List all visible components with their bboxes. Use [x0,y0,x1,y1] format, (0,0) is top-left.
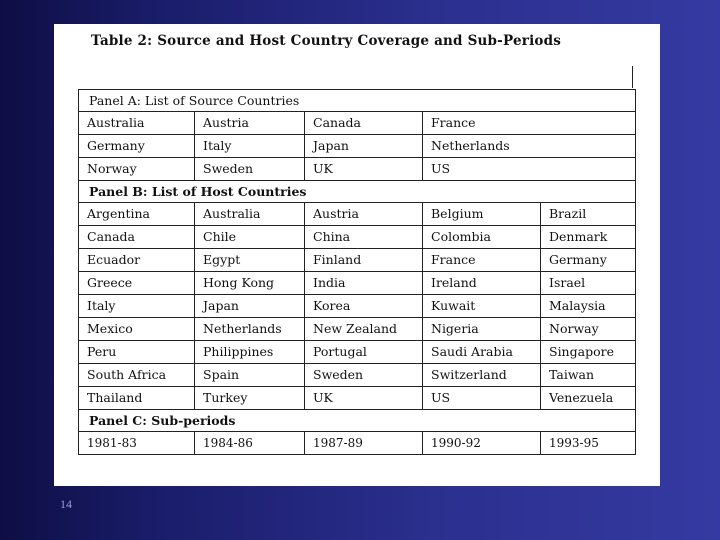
table-cell: Venezuela [549,390,614,405]
table-cell: Brazil [549,206,587,221]
table-cell: New Zealand [305,318,423,340]
table-cell: Hong Kong [195,272,305,294]
table-cell: Turkey [195,387,305,409]
table-cell: Australia [79,112,195,134]
table-cell: Canada [305,112,423,134]
table-cell: Canada [79,226,195,248]
table-cell: Germany [549,252,607,267]
table-cell: Norway [79,158,195,180]
table-row [79,432,635,455]
slide-page-number: 14 [60,497,72,511]
scanned-table-image [54,24,660,486]
table-row [79,203,635,226]
table-row [79,318,635,341]
table-cell: UK [305,387,423,409]
table-cell: Greece [79,272,195,294]
table-cell: Netherlands [431,138,510,153]
table-cell: France [423,249,541,271]
table-cell: Italy [79,295,195,317]
table-cell: Nigeria [423,318,541,340]
table-row [79,249,635,272]
table-cell: Switzerland [423,364,541,386]
table-cell: Sweden [305,364,423,386]
panel-c-label: Panel C: Sub-periods [79,410,635,432]
table-cell: Japan [195,295,305,317]
table-row [79,295,635,318]
table-title: Table 2: Source and Host Country Coverage and Sub-Periods [91,33,562,49]
table-cell: Ecuador [79,249,195,271]
coverage-table [78,89,636,455]
table-cell: Egypt [195,249,305,271]
table-cell: Netherlands [195,318,305,340]
table-cell: Mexico [79,318,195,340]
panel-c-rows [79,432,635,455]
table-cell: UK [305,158,423,180]
table-cell: Philippines [195,341,305,363]
panel-b-label: Panel B: List of Host Countries [79,181,635,203]
table-cell: US [423,387,541,409]
table-cell: Argentina [79,203,195,225]
panel-a-rows [79,112,635,181]
table-cell: Peru [79,341,195,363]
table-cell: South Africa [79,364,195,386]
table-row [79,364,635,387]
table-cell: Germany [79,135,195,157]
table-cell: Denmark [549,229,608,244]
table-cell: Israel [549,275,586,290]
panel-a-label: Panel A: List of Source Countries [79,90,635,112]
table-cell: Finland [305,249,423,271]
table-cell: Chile [195,226,305,248]
table-cell: Italy [195,135,305,157]
table-row [79,112,635,135]
sub-period-cell: 1987-89 [305,432,423,454]
sub-period-cell: 1981-83 [79,432,195,454]
table-cell: Belgium [423,203,541,225]
table-cell: Australia [195,203,305,225]
table-row [79,158,635,181]
table-cell: Ireland [423,272,541,294]
sub-period-cell: 1990-92 [423,432,541,454]
table-cell: Norway [549,321,599,336]
table-row [79,341,635,364]
table-cell: Kuwait [423,295,541,317]
table-row [79,387,635,410]
table-row [79,272,635,295]
table-cell: Colombia [423,226,541,248]
panel-b-rows [79,203,635,410]
table-edge-line [632,66,633,88]
table-cell: Singapore [549,344,614,359]
table-cell: US [431,161,451,176]
table-cell: Taiwan [549,367,595,382]
table-cell: India [305,272,423,294]
table-cell: Thailand [79,387,195,409]
table-cell: Austria [195,112,305,134]
table-cell: Portugal [305,341,423,363]
table-cell: France [431,115,476,130]
table-cell: Korea [305,295,423,317]
table-row [79,135,635,158]
sub-period-cell: 1984-86 [195,432,305,454]
table-cell: Saudi Arabia [423,341,541,363]
sub-period-cell: 1993-95 [549,436,599,450]
table-cell: Spain [195,364,305,386]
table-cell: Sweden [195,158,305,180]
table-row [79,226,635,249]
table-cell: Japan [305,135,423,157]
table-cell: Austria [305,203,423,225]
table-cell: China [305,226,423,248]
table-cell: Malaysia [549,298,606,313]
